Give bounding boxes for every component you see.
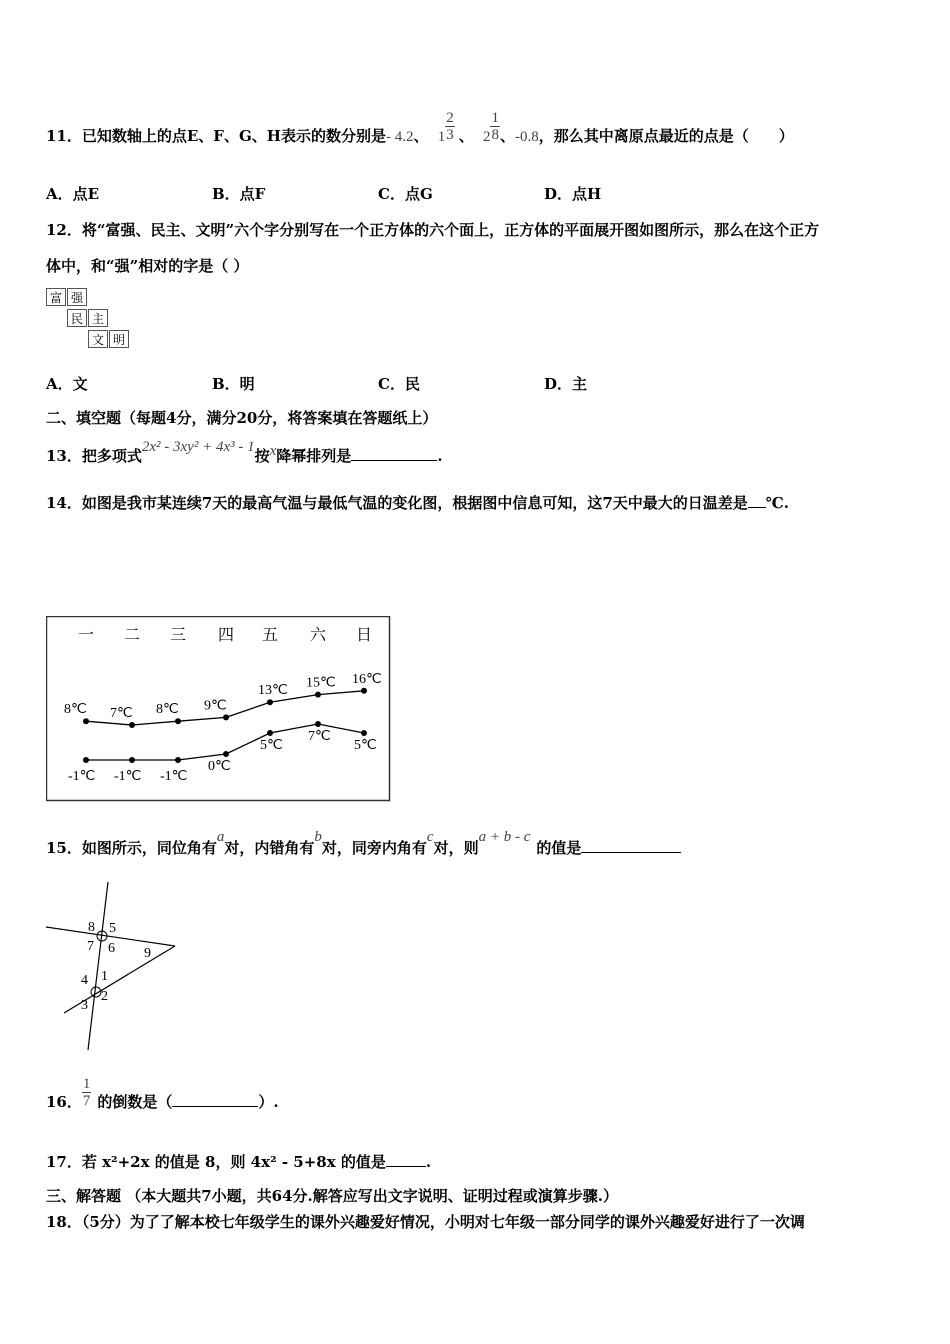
low-point-1: [83, 757, 89, 763]
low-label-3: -1℃: [160, 769, 188, 784]
day-label-6: 六: [310, 627, 327, 644]
cube-net: [46, 288, 136, 352]
q16-answer-blank[interactable]: [172, 1092, 258, 1107]
low-label-7: 5℃: [354, 738, 377, 753]
angle-label-1: 1: [101, 969, 108, 984]
section-2-heading: 二、填空题（每题4分，满分20分，将答案填在答题纸上）: [46, 409, 438, 427]
low-point-5: [267, 730, 273, 736]
net-face-qiang: 强: [67, 288, 87, 306]
angle-label-7: 7: [87, 939, 94, 954]
q14-answer-blank[interactable]: [748, 493, 766, 508]
low-label-4: 0℃: [208, 759, 231, 774]
q13-polynomial: 2x² - 3xy² + 4x³ - 1: [141, 439, 255, 455]
day-label-1: 一: [78, 627, 95, 644]
q11-option-b[interactable]: B．点F: [212, 185, 266, 203]
low-label-1: -1℃: [68, 769, 96, 784]
net-face-ming: 明: [109, 330, 129, 348]
q11-mixed-whole-2: 2: [482, 129, 491, 145]
low-point-4: [223, 751, 229, 757]
angle-figure: [44, 880, 184, 1052]
day-label-5: 五: [262, 627, 279, 644]
q13-variable: x: [269, 443, 277, 459]
high-point-1: [83, 718, 89, 724]
net-face-min: 民: [67, 309, 87, 327]
day-label-4: 四: [218, 627, 235, 644]
q15-var-c: c: [426, 829, 434, 845]
q12-option-c[interactable]: C．民: [378, 375, 420, 393]
q14-stem: 14．如图是我市某连续7天的最高气温与最低气温的变化图，根据图中信息可知，这7天中最大的日温差是 ℃.: [46, 494, 789, 512]
day-label-7: 日: [356, 627, 373, 644]
q18-stem: 18．（5分）为了了解本校七年级学生的课外兴趣爱好情况，小明对七年级一部分同学的课外兴趣爱好进行了一次调: [46, 1213, 805, 1231]
net-face-wen: 文: [88, 330, 108, 348]
net-face-zhu: 主: [88, 309, 108, 327]
q12-option-a[interactable]: A．文: [46, 375, 88, 393]
high-label-3: 8℃: [156, 702, 179, 718]
high-point-3: [175, 718, 181, 724]
q17-stem: 17．若 x²+2x 的值是 8，则 4x² - 5+8x 的值是 .: [46, 1153, 432, 1171]
low-point-3: [175, 757, 181, 763]
high-label-1: 8℃: [64, 702, 87, 718]
high-point-5: [267, 699, 273, 705]
q12-option-d[interactable]: D．主: [544, 375, 588, 393]
angle-label-6: 6: [108, 941, 115, 956]
high-point-7: [361, 688, 367, 694]
q13-stem: 13．把多项式2x² - 3xy² + 4x³ - 1按x降幂排列是 .: [46, 439, 443, 465]
low-label-6: 7℃: [308, 729, 331, 744]
high-label-6: 15℃: [306, 675, 336, 691]
high-label-5: 13℃: [258, 683, 288, 699]
low-point-6: [315, 721, 321, 727]
high-point-6: [315, 692, 321, 698]
high-point-4: [223, 714, 229, 720]
q12-options: [46, 374, 710, 394]
angle-label-3: 3: [81, 998, 88, 1013]
q12-stem-line2: 体中，和“强”相对的字是（ ）: [46, 257, 249, 275]
q11-option-d[interactable]: D．点H: [544, 185, 602, 203]
q11-option-c[interactable]: C．点G: [378, 185, 433, 203]
angle-label-4: 4: [81, 973, 88, 988]
q15-var-b: b: [314, 829, 322, 845]
high-label-4: 9℃: [204, 698, 227, 714]
q16-fraction: $\frac{1}{7}$: [82, 1075, 91, 1109]
q13-answer-blank[interactable]: [351, 446, 437, 461]
q15-var-a: a: [216, 829, 225, 845]
q11-value-4: -0.8: [514, 129, 539, 145]
temperature-chart: [46, 616, 392, 802]
q11-mixed-whole-1: 1: [437, 129, 446, 145]
low-label-2: -1℃: [114, 769, 142, 784]
high-label-7: 16℃: [352, 671, 382, 687]
day-label-3: 三: [170, 627, 187, 644]
q15-answer-blank[interactable]: [581, 838, 681, 853]
low-point-7: [361, 730, 367, 736]
q11-fraction-2: $\frac{1}{8}$: [491, 109, 499, 143]
q11-options: [46, 184, 710, 204]
q11-option-a[interactable]: A．点E: [46, 185, 100, 203]
transversal-vertical: [88, 882, 108, 1050]
angle-label-8: 8: [88, 920, 95, 935]
low-point-2: [129, 757, 135, 763]
q12-stem-line1: 12．将“富强、民主、文明”六个字分别写在一个正方体的六个面上，正方体的平面展开图如图所示，那么在这个正方: [46, 221, 820, 239]
high-point-2: [129, 722, 135, 728]
q11-value-1: - 4.2: [385, 129, 414, 145]
q15-stem: 15．如图所示，同位角有a对，内错角有b对，同旁内角有c对，则a + b - c的值是: [46, 838, 681, 859]
q17-answer-blank[interactable]: [386, 1152, 426, 1167]
q11-fraction-1: $\frac{2}{3}$: [446, 109, 454, 143]
q12-option-b[interactable]: B．明: [212, 375, 255, 393]
section-3-heading: 三、解答题 （本大题共7小题，共64分.解答应写出文字说明、证明过程或演算步骤.）: [46, 1187, 618, 1205]
angle-label-9: 9: [144, 946, 151, 961]
angle-label-2: 2: [101, 989, 108, 1004]
high-label-2: 7℃: [110, 706, 133, 721]
angle-label-5: 5: [109, 921, 116, 936]
q16-stem: 16． $\frac{1}{7}$ 的倒数是（ ）.: [46, 1075, 279, 1111]
q11-stem: 11．已知数轴上的点E、F、G、H表示的数分别是- 4.2、 1 $\frac{2}{3}$ 、 2 $\frac{1}{8}$ 、-0.8，那么其中离原点最近的点是（ ）: [46, 109, 794, 145]
net-face-fu: 富: [46, 288, 66, 306]
low-label-5: 5℃: [260, 738, 283, 753]
q15-expression: a + b - c: [478, 829, 531, 845]
day-label-2: 二: [124, 627, 141, 644]
